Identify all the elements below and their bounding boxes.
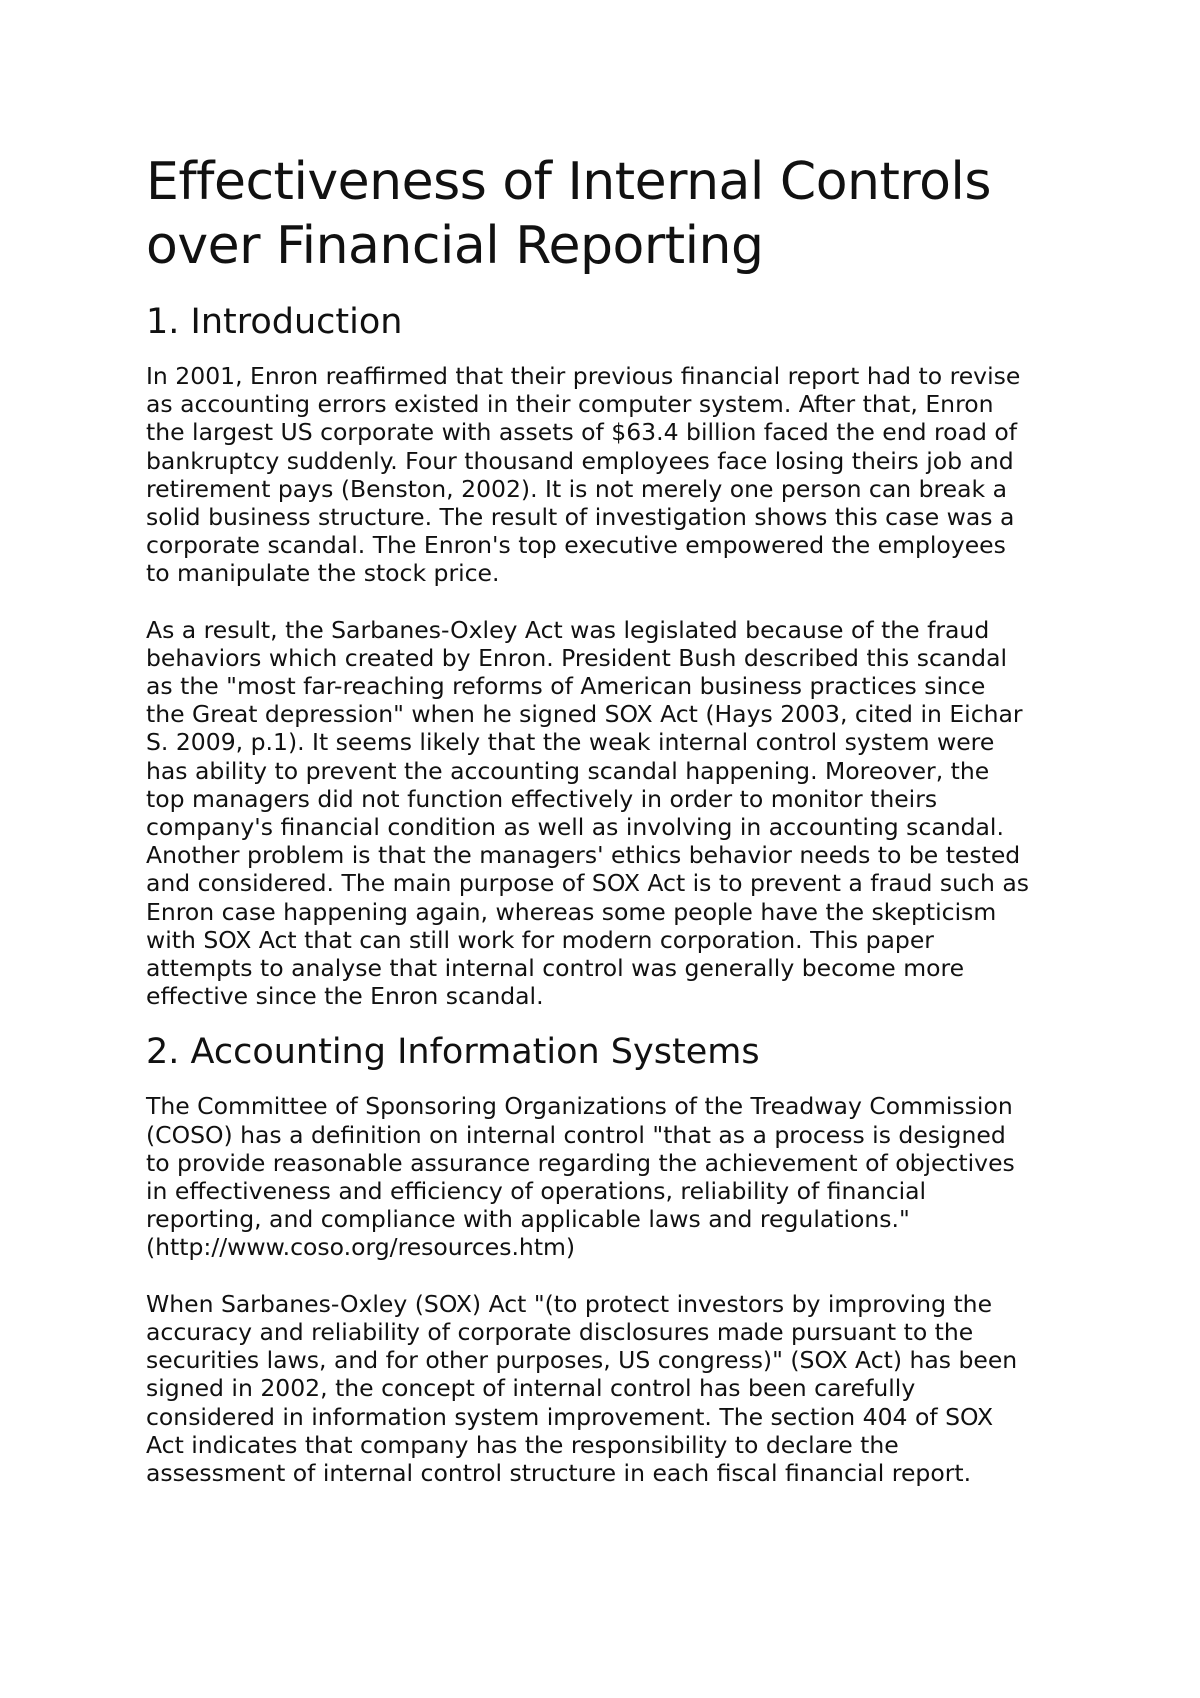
text-line: signed in 2002, the concept of internal control has been carefully [146, 1374, 916, 1403]
document-title [146, 150, 1076, 278]
text-line: as accounting errors existed in their computer system. After that, Enron [146, 390, 994, 419]
text-line: to manipulate the stock price. [146, 559, 500, 588]
ais-paragraph-2 [146, 1290, 1076, 1487]
text-line: top managers did not function effectively in order to monitor theirs [146, 784, 938, 813]
text-line: as the "most far-reaching reforms of American business practices since [146, 672, 986, 701]
text-line: to provide reasonable assurance regarding the achievement of objectives [146, 1148, 1015, 1177]
section-heading-introduction: 1. Introduction [146, 302, 403, 342]
text-line: (COSO) has a definition on internal control "that as a process is designed [146, 1120, 1006, 1149]
text-line: bankruptcy suddenly. Four thousand employees face losing theirs job and [146, 446, 1014, 475]
text-line: As a result, the Sarbanes-Oxley Act was legislated because of the fraud [146, 615, 990, 644]
text-line: When Sarbanes-Oxley (SOX) Act "(to protect investors by improving the [146, 1289, 993, 1318]
text-line: the largest US corporate with assets of $63.4 billion faced the end road of [146, 418, 1017, 447]
text-line: solid business structure. The result of investigation shows this case was a [146, 503, 1015, 532]
text-line: (http://www.coso.org/resources.htm) [146, 1233, 576, 1262]
text-line: effective since the Enron scandal. [146, 982, 544, 1011]
text-line: with SOX Act that can still work for modern corporation. This paper [146, 925, 934, 954]
text-line: reporting, and compliance with applicable laws and regulations." [146, 1205, 910, 1234]
text-line: and considered. The main purpose of SOX Act is to prevent a fraud such as [146, 869, 1029, 898]
title-line: Effectiveness of Internal Controls [146, 152, 991, 212]
text-line: corporate scandal. The Enron's top executive empowered the employees [146, 531, 1006, 560]
document-page [146, 150, 1076, 1487]
intro-paragraph-2 [146, 616, 1076, 1011]
text-line: assessment of internal control structure in each fiscal financial report. [146, 1458, 972, 1487]
text-line: in effectiveness and efficiency of operations, reliability of financial [146, 1177, 927, 1206]
text-line: Enron case happening again, whereas some people have the skepticism [146, 897, 997, 926]
text-line: In 2001, Enron reaffirmed that their previous financial report had to revise [146, 362, 1021, 390]
text-line: securities laws, and for other purposes, US congress)" (SOX Act) has been [146, 1346, 1018, 1375]
text-line: The Committee of Sponsoring Organizations of the Treadway Commission [146, 1092, 1013, 1121]
intro-paragraph-1 [146, 362, 1076, 588]
text-line: behaviors which created by Enron. President Bush described this scandal [146, 643, 1008, 672]
section-heading-accounting-information-systems: 2. Accounting Information Systems [146, 1032, 760, 1073]
text-line: has ability to prevent the accounting scandal happening. Moreover, the [146, 756, 990, 785]
ais-paragraph-1 [146, 1092, 1076, 1261]
text-line: the Great depression" when he signed SOX Act (Hays 2003, cited in Eichar [146, 700, 1023, 729]
text-line: considered in information system improvement. The section 404 of SOX [146, 1402, 994, 1431]
text-line: accuracy and reliability of corporate disclosures made pursuant to the [146, 1317, 974, 1346]
text-line: S. 2009, p.1). It seems likely that the weak internal control system were [146, 728, 995, 757]
title-line: over Financial Reporting [146, 216, 764, 276]
text-line: Act indicates that company has the responsibility to declare the [146, 1430, 899, 1459]
text-line: Another problem is that the managers' ethics behavior needs to be tested [146, 841, 1021, 870]
text-line: retirement pays (Benston, 2002). It is not merely one person can break a [146, 474, 1008, 503]
text-line: attempts to analyse that internal control was generally become more [146, 954, 965, 983]
text-line: company's financial condition as well as involving in accounting scandal. [146, 813, 1004, 842]
